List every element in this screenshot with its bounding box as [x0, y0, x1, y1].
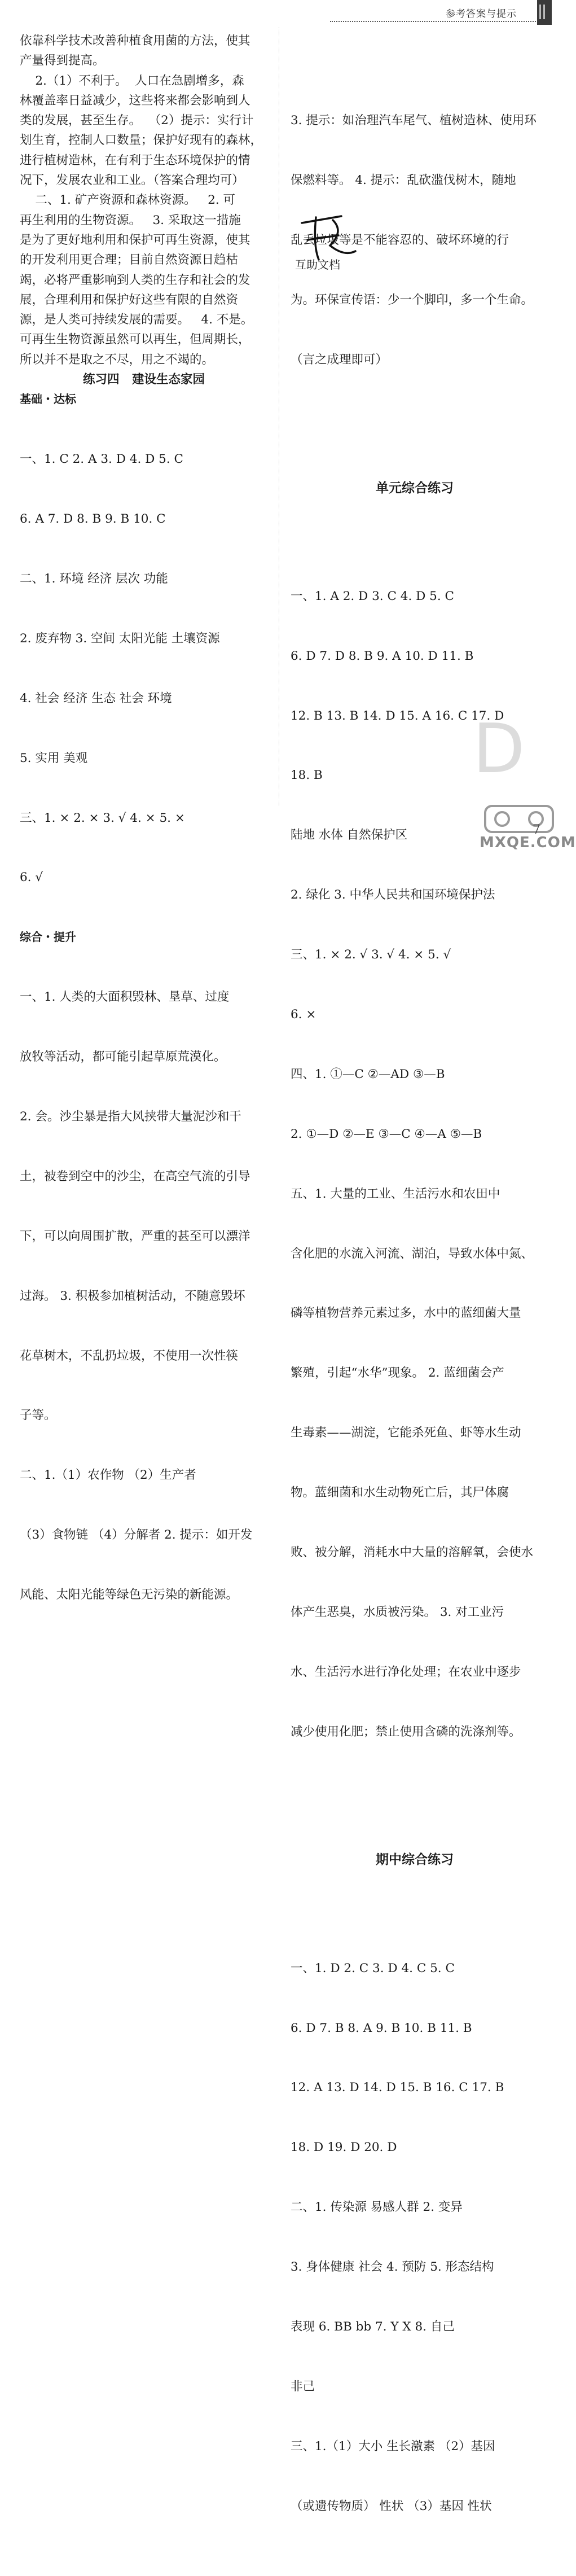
- text-line: 18. D 19. D 20. D: [291, 2140, 397, 2155]
- text-line: 风能、太阳光能等绿色无污染的新能源。: [20, 1588, 239, 1602]
- text-line: 的开发利用更合理；目前自然资源日趋枯: [20, 253, 239, 268]
- basic-section-label: 基础・达标: [20, 392, 76, 406]
- text-line: 6. D 7. D 8. B 9. A 10. D 11. B: [291, 649, 474, 663]
- text-line: 减少使用化肥；禁止使用含磷的洗涤剂等。: [291, 1724, 521, 1739]
- watermark-text: 互助文档: [295, 258, 340, 271]
- text-line: 林覆盖率日益减少，这些将来都会影响到人: [20, 93, 250, 108]
- text-line: 二、1. 环境 经济 层次 功能: [20, 572, 168, 586]
- text-line: 2. 废弃物 3. 空间 太阳光能 土壤资源: [20, 631, 220, 646]
- text-line: 一、1. D 2. C 3. D 4. C 5. C: [291, 1961, 455, 1975]
- text-line: 划生育，控制人口数量；保护好现有的森林，: [20, 133, 263, 148]
- text-line: 体产生恶臭，水质被污染。 3. 对工业污: [291, 1605, 504, 1619]
- page-number: 7: [533, 823, 540, 837]
- text-line: 是为了更好地利用和保护可再生资源，使其: [20, 233, 250, 247]
- text-line: 放牧等活动，都可能引起草原荒漠化。: [20, 1050, 226, 1064]
- comprehensive-section-label: 综合・提升: [20, 930, 76, 944]
- text-line: 二、1.（1）农作物 （2）生产者: [20, 1468, 196, 1483]
- logo-icon: [480, 801, 559, 835]
- text-line: 3. 提示：如治理汽车尾气、植树造林、使用环: [291, 113, 537, 128]
- text-line: 生毒素——湖淀，它能杀死鱼、虾等水生动: [291, 1426, 521, 1440]
- text-line: 2.（1）不利于。 人口在急剧增多，森: [20, 73, 244, 88]
- text-line: 四、1. ①—C ②—AD ③—B: [291, 1067, 445, 1081]
- text-line: 二、1. 传染源 易感人群 2. 变异: [291, 2200, 463, 2215]
- text-line: 非己: [291, 2379, 315, 2394]
- text-line: 6. ×: [291, 1007, 316, 1022]
- text-line: 陆地 水体 自然保护区: [291, 828, 408, 843]
- text-line: 过海。 3. 积极参加植树活动，不随意毁坏: [20, 1289, 245, 1303]
- text-line: 再生利用的生物资源。 3. 采取这一措施: [20, 213, 241, 227]
- text-line: 展，合理利用和保护好这些有限的自然资: [20, 292, 239, 307]
- text-line: 2. 会。沙尘暴是指大风挟带大量泥沙和干: [20, 1110, 241, 1124]
- text-line: 况下，发展农业和工业。（答案合理均可）: [20, 173, 244, 188]
- text-line: 繁殖，引起“水华”现象。 2. 蓝细菌会产: [291, 1366, 504, 1381]
- text-line: 土，被卷到空中的沙尘，在高空气流的引导: [20, 1169, 250, 1184]
- text-line: 为。环保宣传语：少一个脚印，多一个生命。: [291, 292, 534, 307]
- text-line: （言之成理即可）: [291, 352, 388, 367]
- text-line: 一、1. A 2. D 3. C 4. D 5. C: [291, 589, 454, 603]
- basic-answers: [20, 410, 268, 928]
- page-header: [0, 0, 564, 23]
- text-line: （3）食物链 （4）分解者 2. 提示：如开发: [20, 1528, 253, 1543]
- unit-review-title: 单元综合练习: [376, 480, 454, 496]
- text-line: 五、1. 大量的工业、生活污水和农田中: [291, 1186, 500, 1201]
- text-line: 磷等植物营养元素过多，水中的蓝细菌大量: [291, 1306, 521, 1321]
- text-line: 进行植树造林，在有利于生态环境保护的情: [20, 153, 250, 168]
- text-line: 三、1. × 2. √ 3. √ 4. × 5. √: [291, 948, 451, 962]
- watermark-stamp: [291, 206, 375, 274]
- text-line: 保燃料等。 4. 提示：乱砍滥伐树木，随地: [291, 173, 516, 188]
- text-line: 依靠科学技术改善种植食用菌的方法，使其: [20, 34, 250, 48]
- site-logo: [480, 801, 576, 855]
- header-dotted-rule: [330, 21, 536, 22]
- text-line: 三、1.（1）大小 生长激素 （2）基因: [291, 2439, 495, 2454]
- midterm-review-answers: [291, 1918, 539, 2556]
- text-line: 6. A 7. D 8. B 9. B 10. C: [20, 512, 166, 527]
- text-line: 下，可以向周围扩散，严重的甚至可以漂洋: [20, 1229, 250, 1243]
- text-line: 乱丢垃圾等是不能容忍的、破坏环境的行: [291, 233, 509, 247]
- corner-letter: D: [473, 710, 525, 788]
- logo-url: MXQE.COM: [480, 834, 576, 851]
- text-line: 竭，必将严重影响到人类的生存和社会的发: [20, 273, 250, 287]
- text-line: 所以并不是取之不尽，用之不竭的。: [20, 352, 214, 367]
- text-line: 表现 6. BB bb 7. Y X 8. 自己: [291, 2319, 455, 2334]
- header-title: 参考答案与提示: [446, 8, 517, 20]
- text-line: 花草树木，不乱扔垃圾，不使用一次性筷: [20, 1348, 239, 1363]
- text-line: 3. 身体健康 社会 4. 预防 5. 形态结构: [291, 2260, 494, 2275]
- text-line: 败、被分解，消耗水中大量的溶解氧，会使水: [291, 1545, 534, 1559]
- text-line: 2. ①—D ②—E ③—C ④—A ⑤—B: [291, 1127, 482, 1141]
- comprehensive-answers: [20, 948, 268, 1645]
- text-line: 4. 社会 经济 生态 社会 环境: [20, 691, 172, 706]
- text-line: （或遗传物质） 性状 （3）基因 性状: [291, 2499, 492, 2513]
- text-line: 子等。: [20, 1408, 56, 1423]
- text-line: 12. A 13. D 14. D 15. B 16. C 17. B: [291, 2080, 504, 2095]
- text-line: 6. √: [20, 870, 43, 885]
- text-line: 含化肥的水流入河流、湖泊，导致水体中氮、: [291, 1246, 534, 1261]
- text-line: 可再生生物资源虽然可以再生，但周期长，: [20, 332, 250, 347]
- text-line: 产量得到提高。: [20, 54, 105, 68]
- text-line: 类的发展，甚至生存。 （2）提示：实行计: [20, 113, 254, 128]
- text-line: 源，是人类可持续发展的需要。 4. 不是。: [20, 313, 253, 327]
- exercise-4-title: 练习四 建设生态家园: [83, 373, 205, 387]
- midterm-review-title: 期中综合练习: [376, 1852, 454, 1868]
- text-line: 物。蓝细菌和水生动物死亡后，其尸体腐: [291, 1486, 509, 1500]
- header-tab-marker: [537, 0, 552, 25]
- text-line: 一、1. C 2. A 3. D 4. D 5. C: [20, 452, 183, 467]
- text-line: 一、1. 人类的大面积毁林、垦草、过度: [20, 990, 230, 1005]
- text-line: 水、生活污水进行净化处理；在农业中逐步: [291, 1664, 521, 1679]
- left-column: [20, 31, 268, 1645]
- text-line: 18. B: [291, 768, 323, 783]
- text-line: 6. D 7. B 8. A 9. B 10. B 11. B: [291, 2021, 472, 2035]
- answer-block-continued: [20, 31, 268, 370]
- right-column: [291, 31, 539, 2576]
- text-line: 2. 绿化 3. 中华人民共和国环境保护法: [291, 888, 495, 903]
- text-line: 12. B 13. B 14. D 15. A 16. C 17. D: [291, 708, 504, 723]
- text-line: 5. 实用 美观: [20, 751, 88, 765]
- text-line: 三、1. × 2. × 3. √ 4. × 5. ×: [20, 811, 185, 825]
- text-line: 二、1. 矿产资源和森林资源。 2. 可: [20, 193, 236, 208]
